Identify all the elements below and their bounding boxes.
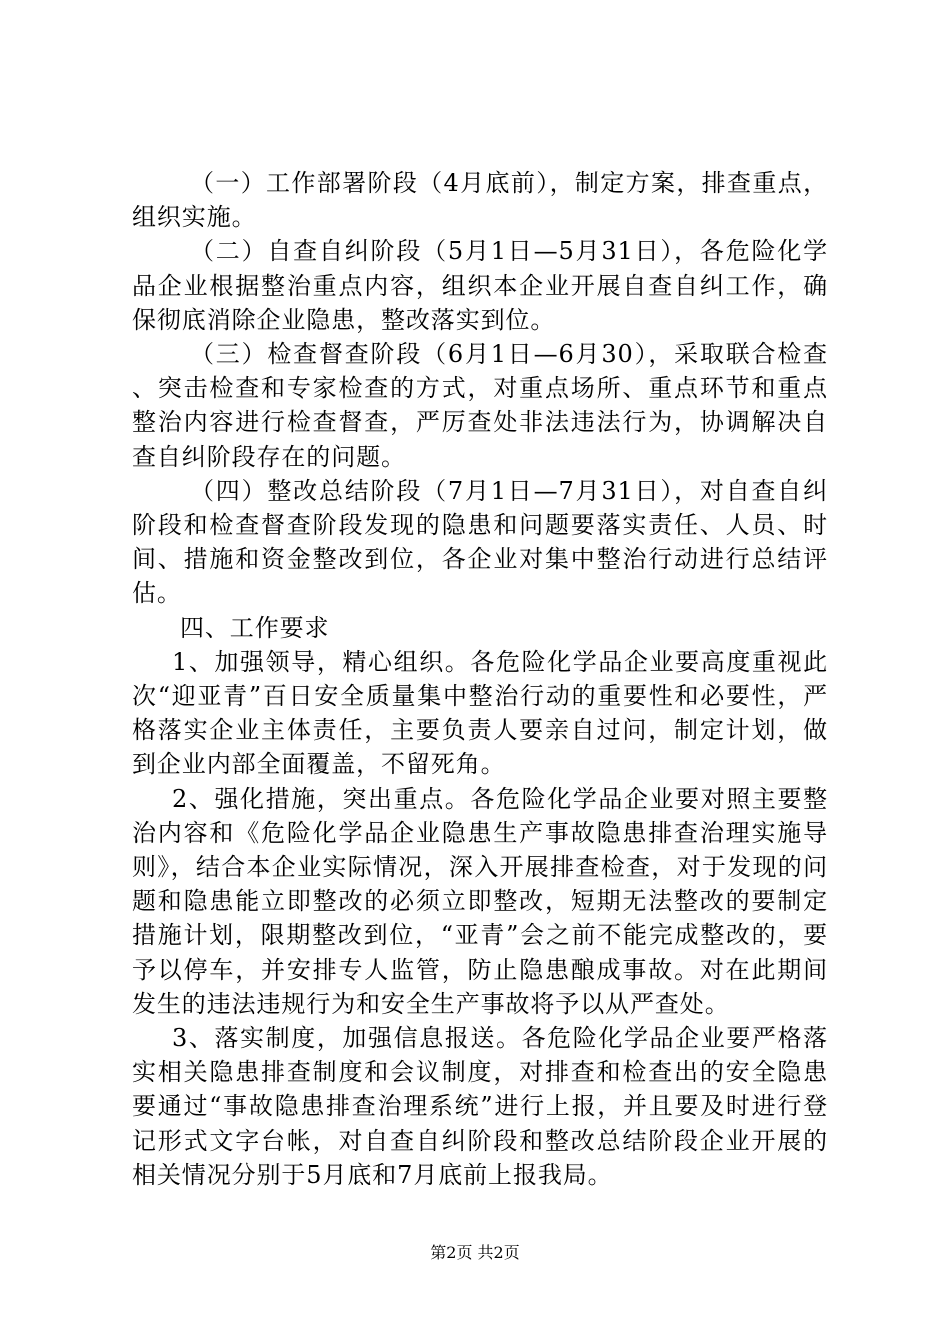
- page-number-label: 第2页 共2页: [430, 1243, 520, 1262]
- paragraph-stage-1: （一）工作部署阶段（4月底前），制定方案，排查重点，组织实施。: [132, 169, 828, 232]
- document-body: [132, 166, 828, 1192]
- page-footer: [0, 1242, 950, 1264]
- paragraph-requirement-2: 2、强化措施，突出重点。各危险化学品企业要对照主要整治内容和《危险化学品企业隐患生产事故隐患排查治理实施导则》，结合本企业实际情况，深入开展排查检查，对于发现的问题和隐患能立即整改的必须立即整改，短期无法整改的要制定措施计划，限期整改到位，“亚青”会之前不能完成整改的，要予以停车，并安排专人监管，防止隐患酿成事故。对在此期间发生的违法违规行为和安全生产事故将予以从严查处。: [132, 784, 828, 1018]
- paragraph-stage-4: （四）整改总结阶段（7月1日—7月31日），对自查自纠阶段和检查督查阶段发现的隐患和问题要落实责任、人员、时间、措施和资金整改到位，各企业对集中整治行动进行总结评估。: [132, 476, 828, 608]
- paragraph-stage-3: （三）检查督查阶段（6月1日—6月30），采取联合检查、突击检查和专家检查的方式，对重点场所、重点环节和重点整治内容进行检查督查，严厉查处非法违法行为，协调解决自查自纠阶段存在的问题。: [132, 340, 828, 471]
- paragraph-requirement-1: 1、加强领导，精心组织。各危险化学品企业要高度重视此次“迎亚青”百日安全质量集中整治行动的重要性和必要性，严格落实企业主体责任，主要负责人要亲自过问，制定计划，做到企业内部全面覆盖，不留死角。: [132, 647, 828, 779]
- paragraph-requirement-3: 3、落实制度，加强信息报送。各危险化学品企业要严格落实相关隐患排查制度和会议制度，对排查和检查出的安全隐患要通过“事故隐患排查治理系统”进行上报，并且要及时进行登记形式文字台帐，对自查自纠阶段和整改总结阶段企业开展的相关情况分别于5月底和7月底前上报我局。: [132, 1024, 828, 1189]
- paragraph-stage-2: （二）自查自纠阶段（5月1日—5月31日），各危险化学品企业根据整治重点内容，组织本企业开展自查自纠工作，确保彻底消除企业隐患，整改落实到位。: [132, 237, 828, 334]
- section-heading-work-requirements: 四、工作要求: [180, 613, 330, 642]
